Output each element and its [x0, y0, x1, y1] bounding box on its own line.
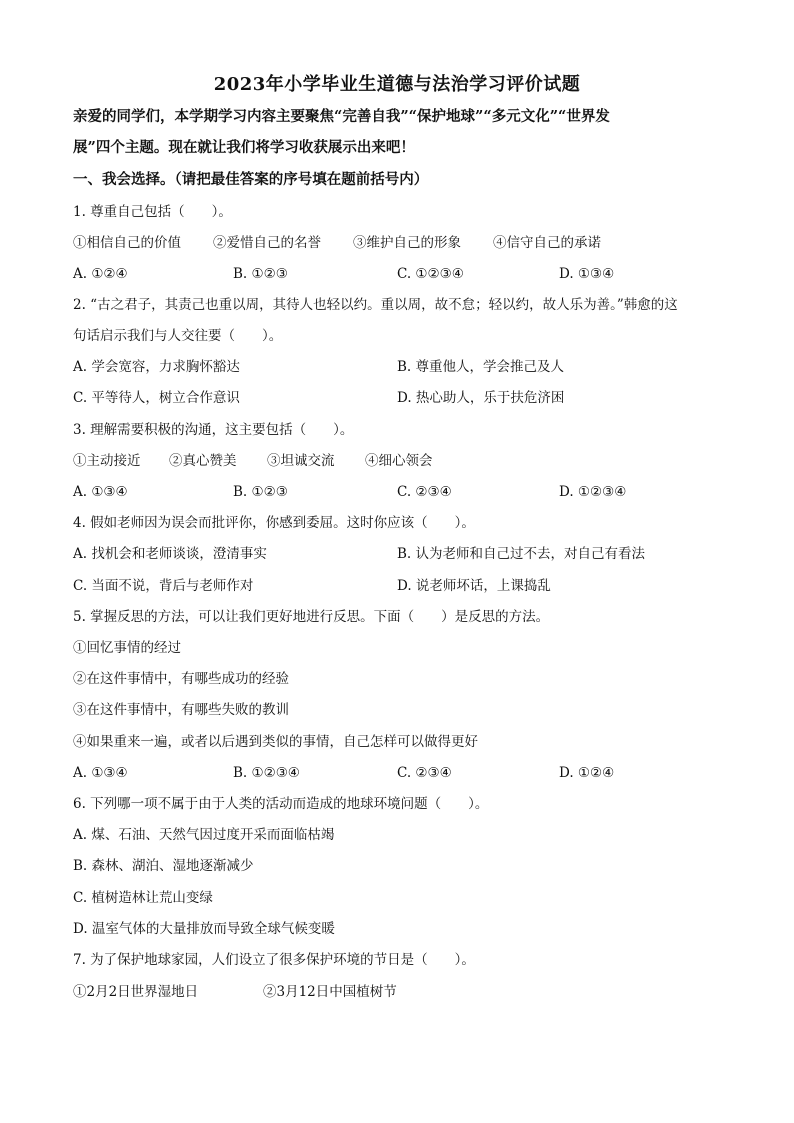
- option-a: A. 学会宽容，力求胸怀豁达: [73, 359, 240, 375]
- list-item: ①相信自己的价值: [73, 235, 181, 251]
- question-5-stem: 5. 掌握反思的方法，可以让我们更好地进行反思。下面（ ）是反思的方法。: [73, 609, 550, 625]
- question-1-stem: 1. 尊重自己包括（ ）。: [73, 204, 232, 220]
- list-item: ①回忆事情的经过: [73, 640, 181, 656]
- list-item: ①主动接近: [73, 453, 141, 469]
- question-7-stem: 7. 为了保护地球家园，人们设立了很多保护环境的节日是（ ）。: [73, 952, 475, 968]
- question-2-options-row-1: [73, 357, 733, 377]
- list-item: ③在这件事情中，有哪些失败的教训: [73, 702, 289, 718]
- option-b: B. 认为老师和自己过不去，对自己有看法: [397, 546, 646, 562]
- question-2-stem-line-1: 2. “古之君子，其责己也重以周，其待人也轻以约。重以周，故不怠；轻以约，故人乐为善。”韩愈的这: [73, 297, 678, 313]
- option-b: B. 尊重他人，学会推己及人: [397, 359, 565, 375]
- intro-line-1: 亲爱的同学们，本学期学习内容主要聚焦“完善自我”“保护地球”“多元文化”“世界发: [73, 108, 610, 125]
- list-item: ②3月12日中国植树节: [263, 984, 397, 1000]
- option-d: D. ①②④: [559, 765, 615, 781]
- question-1-options: [73, 264, 733, 284]
- option-c: C. 平等待人，树立合作意识: [73, 390, 240, 406]
- option-a: A. ①③④: [73, 484, 128, 500]
- option-c: C. ①②③④: [397, 266, 464, 282]
- option-c: C. ②③④: [397, 484, 452, 500]
- list-item: ④信守自己的承诺: [493, 235, 601, 251]
- question-3-stem: 3. 理解需要积极的沟通，这主要包括（ ）。: [73, 422, 354, 438]
- list-item: ④细心领会: [365, 453, 433, 469]
- page-title: 2023年小学毕业生道德与法治学习评价试题: [213, 74, 581, 95]
- option-d: D. 热心助人，乐于扶危济困: [397, 390, 565, 406]
- option-c: C. 植树造林让荒山变绿: [73, 890, 213, 906]
- question-7-items: [73, 982, 733, 1002]
- option-c: C. ②③④: [397, 765, 452, 781]
- question-5-options: [73, 763, 733, 783]
- question-6-stem: 6. 下列哪一项不属于由于人类的活动而造成的地球环境问题（ ）。: [73, 796, 489, 812]
- list-item: ②真心赞美: [169, 453, 237, 469]
- option-a: A. ①②④: [73, 266, 128, 282]
- option-b: B. ①②③: [233, 266, 288, 282]
- question-3-items: [73, 451, 733, 471]
- question-3-options: [73, 482, 733, 502]
- question-2-options-row-2: [73, 388, 733, 408]
- option-c: C. 当面不说，背后与老师作对: [73, 578, 254, 594]
- question-1-items: [73, 233, 733, 253]
- option-d: D. 温室气体的大量排放而导致全球气候变暖: [73, 921, 335, 937]
- option-a: A. 煤、石油、天然气因过度开采而面临枯竭: [73, 827, 335, 843]
- list-item: ④如果重来一遍，或者以后遇到类似的事情，自己怎样可以做得更好: [73, 734, 478, 750]
- list-item: ①2月2日世界湿地日: [73, 984, 199, 1000]
- question-4-options-row-1: [73, 544, 733, 564]
- question-2-stem-line-2: 句话启示我们与人交往要（ ）。: [73, 328, 283, 344]
- option-d: D. ①③④: [559, 266, 615, 282]
- question-4-stem: 4. 假如老师因为误会而批评你，你感到委屈。这时你应该（ ）。: [73, 515, 475, 531]
- option-a: A. ①③④: [73, 765, 128, 781]
- list-item: ③坦诚交流: [267, 453, 335, 469]
- option-d: D. 说老师坏话，上课捣乱: [397, 578, 551, 594]
- question-4-options-row-2: [73, 576, 733, 596]
- option-b: B. 森林、湖泊、湿地逐渐减少: [73, 858, 254, 874]
- intro-line-2: 展”四个主题。现在就让我们将学习收获展示出来吧！: [73, 139, 415, 156]
- option-b: B. ①②③: [233, 484, 288, 500]
- list-item: ③维护自己的形象: [353, 235, 461, 251]
- option-b: B. ①②③④: [233, 765, 300, 781]
- section-heading: 一、我会选择。（请把最佳答案的序号填在题前括号内）: [73, 171, 429, 188]
- option-a: A. 找机会和老师谈谈，澄清事实: [73, 546, 267, 562]
- option-d: D. ①②③④: [559, 484, 627, 500]
- list-item: ②在这件事情中，有哪些成功的经验: [73, 671, 289, 687]
- list-item: ②爱惜自己的名誉: [213, 235, 321, 251]
